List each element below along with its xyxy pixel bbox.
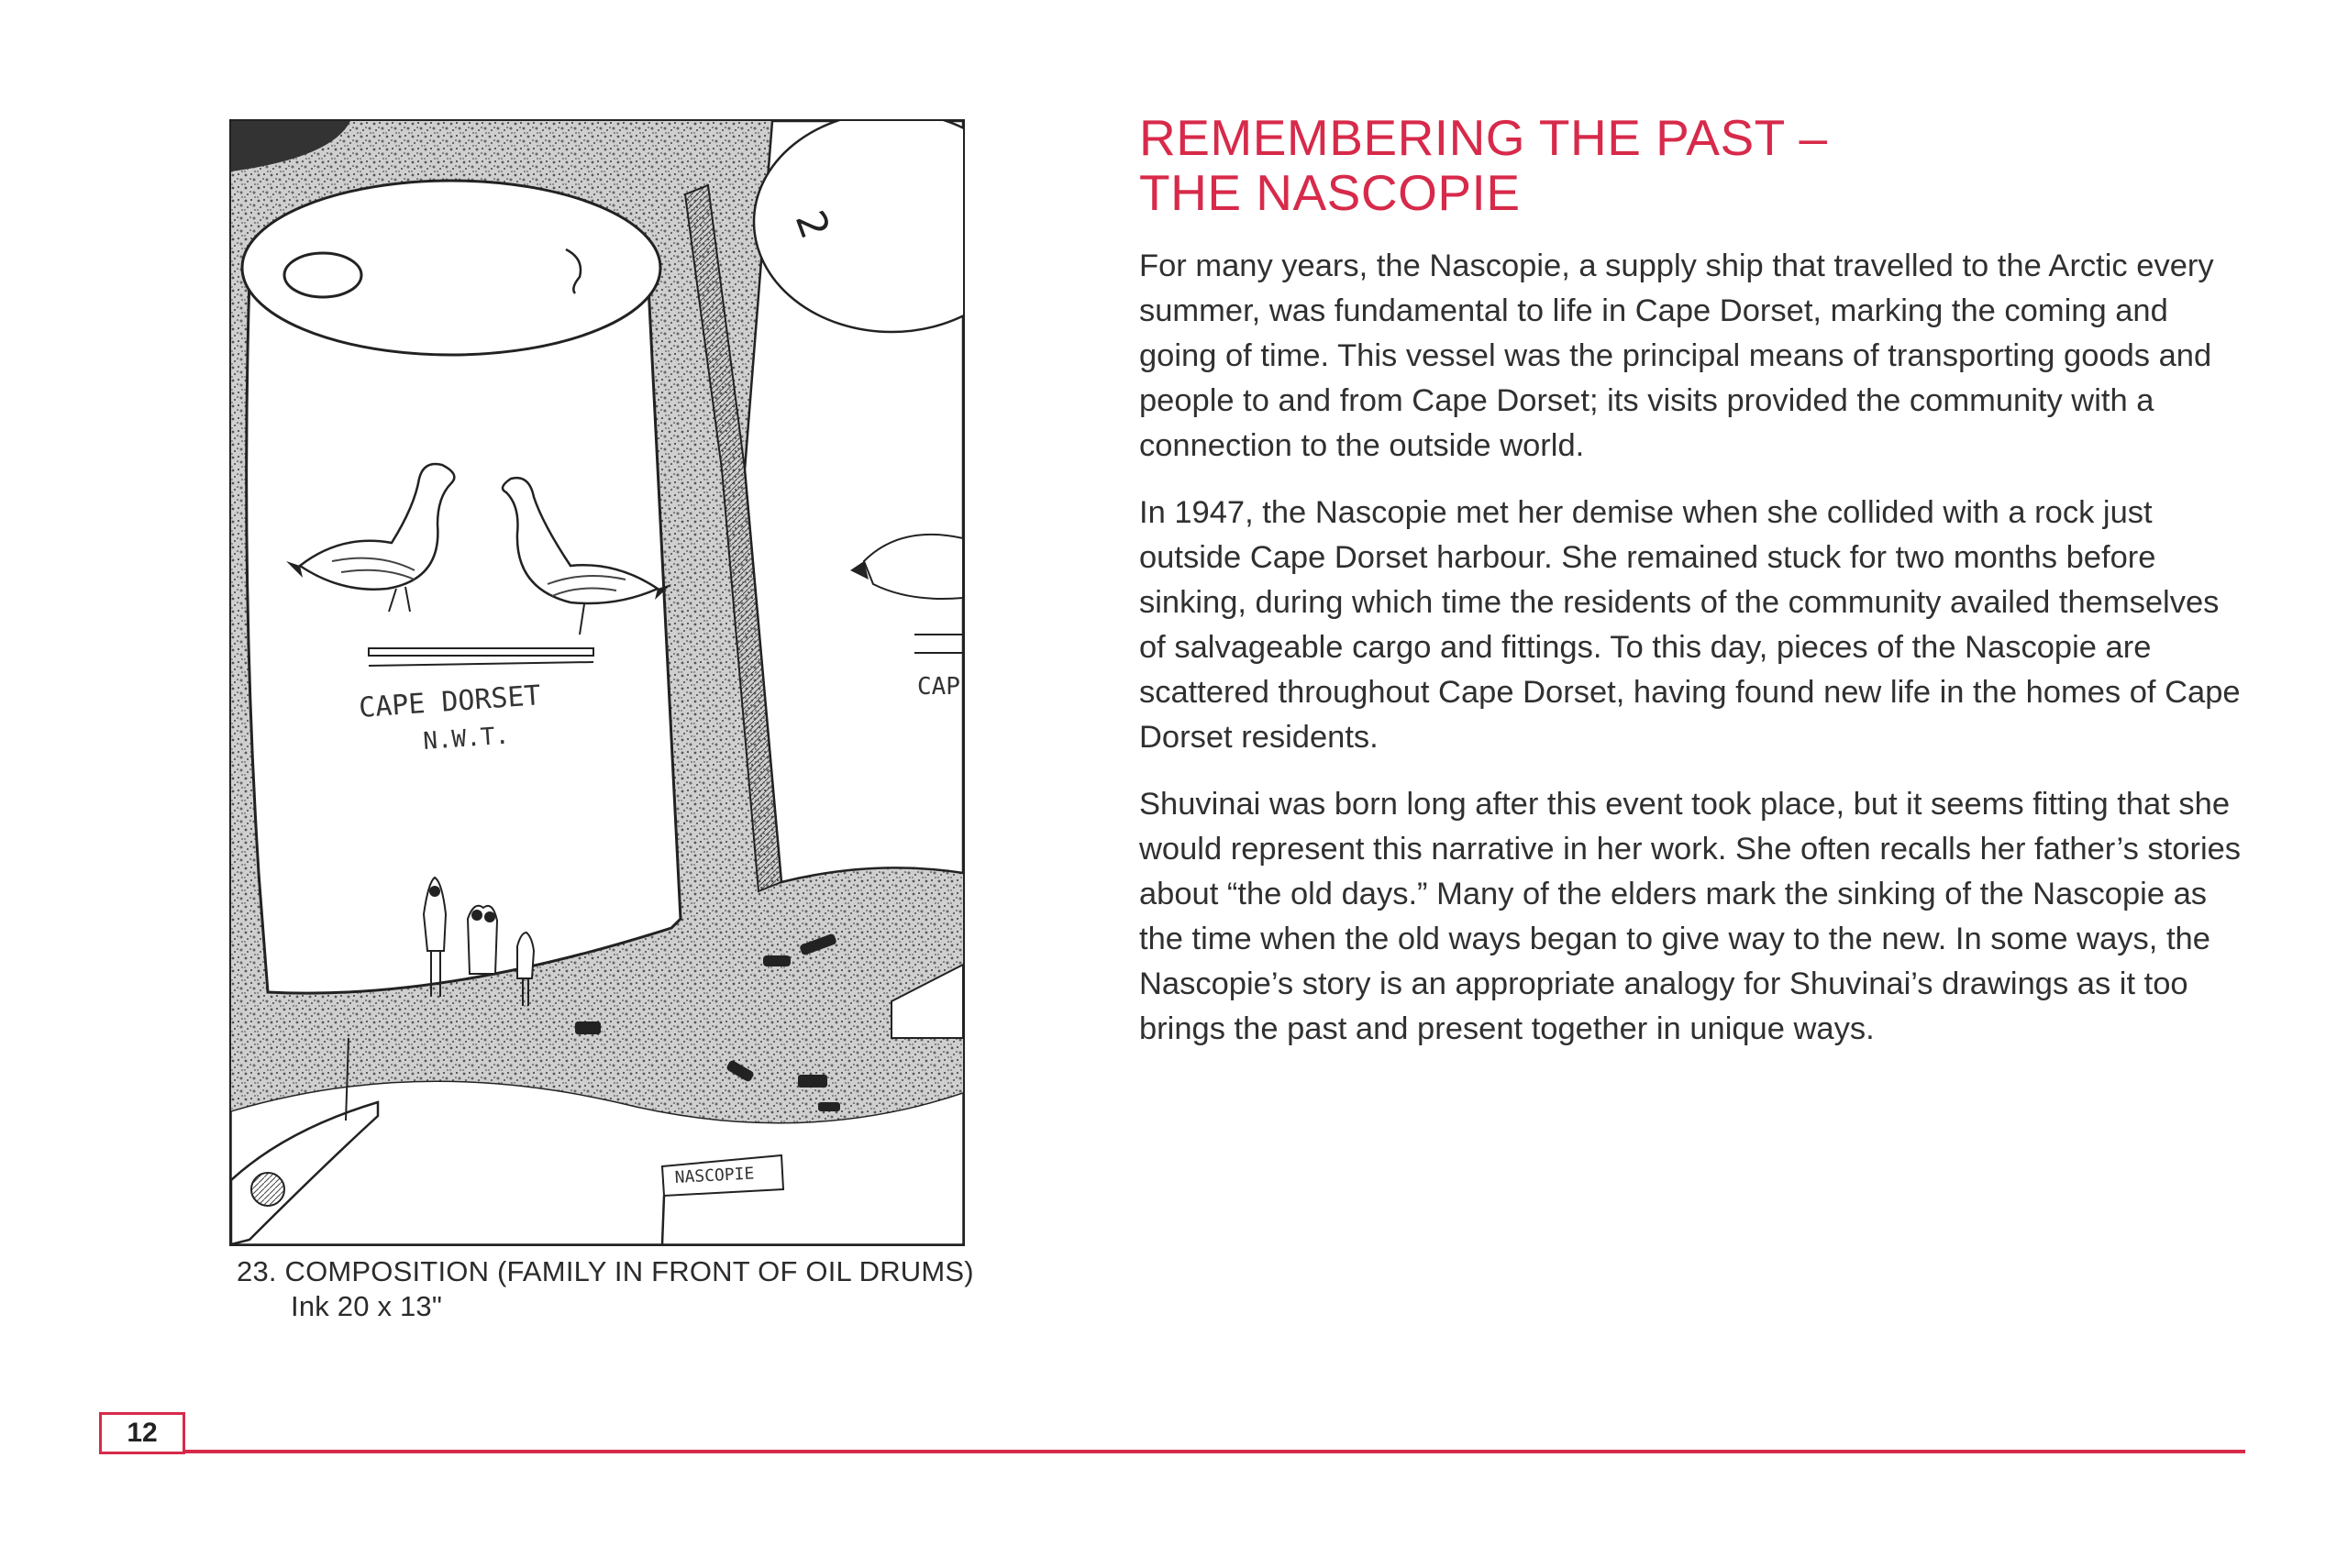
drum-text-line1: CAPE DORSET [358, 679, 542, 724]
article-heading [1139, 110, 2249, 220]
drum2-partial-text: CAP [917, 673, 960, 701]
footer-rule [185, 1450, 2245, 1453]
caption-medium: Ink 20 x 13" [291, 1290, 443, 1322]
oil-drum-1 [242, 181, 681, 1006]
page-number: 12 [99, 1412, 185, 1454]
paragraph-1: For many years, the Nascopie, a supply ship that travelled to the Arctic every summer, was fundamental to life in Cape Dorset, marking the coming and going of time. This vessel was the principal means of transporting goods and people to and from Cape Dorset; its visits provided the community with a connection to the outside world. [1139, 248, 2214, 463]
drum-text-line2: N.W.T. [422, 722, 511, 756]
heading-line-2: THE NASCOPIE [1139, 164, 1521, 221]
nascopie-sign-text: NASCOPIE [674, 1164, 755, 1187]
heading-line-1: REMEMBERING THE PAST – [1139, 109, 1828, 166]
oil-drums-drawing [231, 121, 963, 1244]
caption-title: 23. COMPOSITION (FAMILY IN FRONT OF OIL DRUMS) [237, 1255, 974, 1287]
artwork-illustration [229, 119, 965, 1246]
article [1139, 110, 2249, 1074]
paragraph-2: In 1947, the Nascopie met her demise when she collided with a rock just outside Cape Dorset harbour. She remained stuck for two months before sinking, during which time the residents of the community availed themselves of salvageable cargo and fittings. To this day, pieces of the Nascopie are scattered throughout Cape Dorset, having found new life in the homes of Cape Dorset residents. [1139, 495, 2241, 755]
paragraph-3: Shuvinai was born long after this event took place, but it seems fitting that she would represent this narrative in her work. She often recalls her father’s stories about “the old days.” Many of the elders mark the sinking of the Nascopie as the time when the old ways began to give way to the new. In some ways, the Nascopie’s story is an appropriate analogy for Shuvinai’s drawings as it too brings the past and present together in unique ways. [1139, 787, 2242, 1046]
figure-caption [237, 1254, 974, 1324]
drum-number: 2 [785, 204, 839, 246]
